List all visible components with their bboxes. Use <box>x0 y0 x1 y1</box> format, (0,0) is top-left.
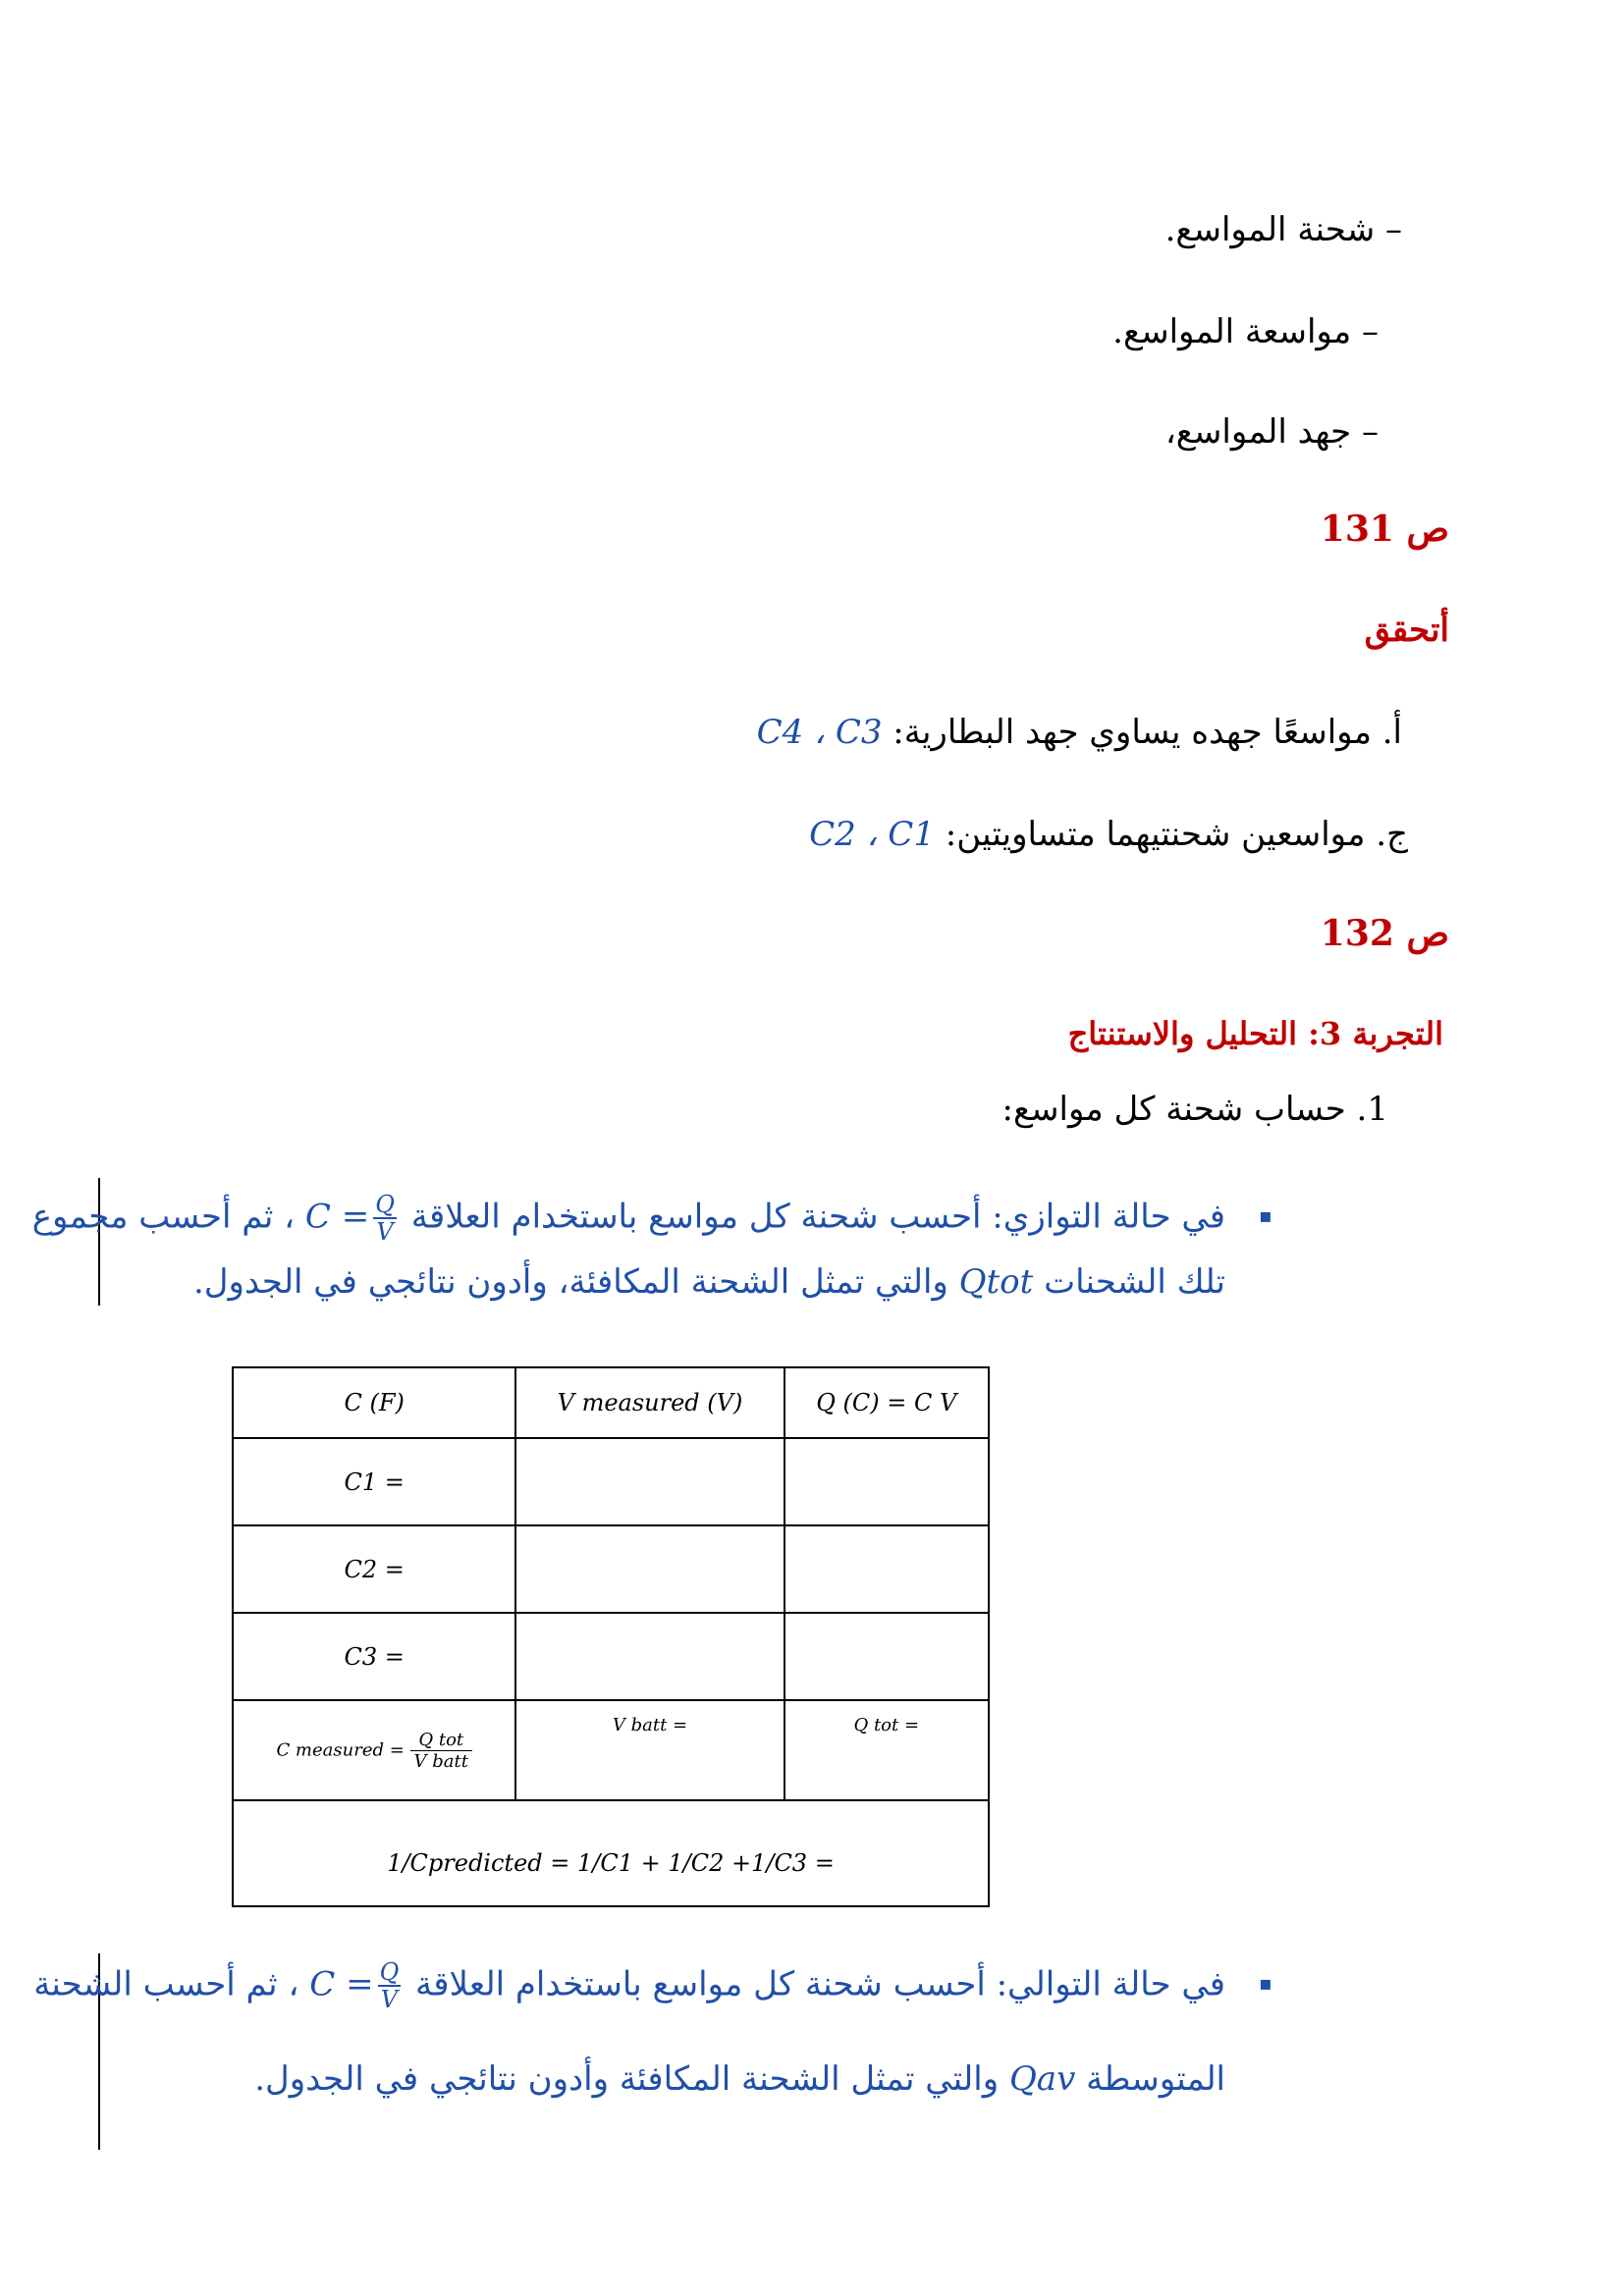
parallel-formula-den: V <box>376 1218 394 1247</box>
row-cmeasured <box>233 1700 515 1800</box>
answer-a <box>757 713 1402 753</box>
row-c3-charge[interactable] <box>785 1613 989 1700</box>
series-q-symbol: Qav <box>1008 2059 1076 2099</box>
answer-c-vars: C2 ، C1 <box>809 815 935 854</box>
bullet-voltage: – جهد المواسع، <box>1164 412 1379 452</box>
page-number-131: ص 131 <box>1320 508 1449 550</box>
parallel-line-1 <box>32 1192 1225 1246</box>
step-1: 1. حساب شحنة كل مواسع: <box>1001 1090 1388 1129</box>
check-heading: أتحقق <box>1364 611 1449 650</box>
parallel-text-4: والتي تمثل الشحنة المكافئة، وأدون نتائجي في الجدول. <box>192 1262 948 1302</box>
row-predicted: 1/Cpredicted = 1/C1 + 1/C2 +1/C3 = <box>233 1800 989 1906</box>
table-row <box>233 1525 989 1613</box>
bullet-charge: – شحنة المواسع. <box>1164 210 1402 249</box>
cmeasured-num: Q tot <box>410 1730 472 1751</box>
series-formula-den: V <box>380 1986 399 2014</box>
series-formula-fraction <box>378 1959 402 2013</box>
parallel-bullet: ▪ <box>1259 1203 1272 1227</box>
row-c1-voltage[interactable] <box>515 1438 784 1525</box>
row-c3-label: C3 = <box>233 1613 515 1700</box>
header-capacitance: C (F) <box>233 1367 515 1438</box>
row-c2-voltage[interactable] <box>515 1525 784 1613</box>
page-number-132: ص 132 <box>1320 913 1449 954</box>
cmeasured-fraction <box>410 1730 472 1772</box>
row-c1-charge[interactable] <box>785 1438 989 1525</box>
answer-a-text: أ. مواسعًا جهده يساوي جهد البطارية: <box>882 713 1402 752</box>
cmeasured-label: C measured = <box>276 1739 405 1760</box>
series-formula-lhs: C = <box>309 1964 374 2004</box>
row-c2-charge[interactable] <box>785 1525 989 1613</box>
answer-c <box>809 815 1408 855</box>
parallel-text-2: ، ثم أحسب مجموع <box>31 1197 296 1237</box>
header-voltage: V measured (V) <box>515 1367 784 1438</box>
row-c2-label: C2 = <box>233 1525 515 1613</box>
series-text-1: في حالة التوالي: أحسب شحنة كل مواسع باستخدام العلاقة <box>405 1964 1225 2004</box>
row-vbatt: V batt = <box>515 1700 784 1800</box>
table-row <box>233 1438 989 1525</box>
results-table <box>232 1366 990 1907</box>
row-qtot: Q tot = <box>785 1700 989 1800</box>
series-formula <box>309 1959 405 2013</box>
series-formula-num: Q <box>379 1958 400 1986</box>
row-c1-label: C1 = <box>233 1438 515 1525</box>
parallel-formula-fraction <box>373 1192 397 1246</box>
answer-a-vars: C4 ، C3 <box>756 713 883 752</box>
series-line-1 <box>33 1959 1225 2013</box>
parallel-formula <box>305 1192 401 1246</box>
parallel-text-3: تلك الشحنات <box>1033 1262 1225 1302</box>
header-charge: Q (C) = C V <box>785 1367 989 1438</box>
series-text-4: والتي تمثل الشحنة المكافئة وأدون نتائجي في الجدول. <box>254 2059 1000 2099</box>
row-c3-voltage[interactable] <box>515 1613 784 1700</box>
series-text-2: ، ثم أحسب الشحنة <box>33 1964 299 2004</box>
bullet-capacitance: – مواسعة المواسع. <box>1112 312 1379 351</box>
parallel-q-symbol: Qtot <box>958 1262 1034 1302</box>
cmeasured-den: V batt <box>413 1750 468 1772</box>
experiment-heading: التجربة 3: التحليل والاستنتاج <box>1067 1015 1443 1052</box>
series-bullet: ▪ <box>1259 1971 1272 1995</box>
answer-c-text: ج. مواسعين شحنتيهما متساويتين: <box>934 815 1408 854</box>
parallel-formula-num: Q <box>375 1191 395 1218</box>
table-row <box>233 1700 989 1800</box>
series-line-2 <box>254 2059 1225 2100</box>
parallel-line-2 <box>193 1262 1225 1303</box>
parallel-formula-lhs: C = <box>304 1197 370 1237</box>
series-text-3: المتوسطة <box>1075 2059 1225 2099</box>
table-header-row <box>233 1367 989 1438</box>
table-row <box>233 1613 989 1700</box>
parallel-text-1: في حالة التوازي: أحسب شحنة كل مواسع باستخدام العلاقة <box>400 1197 1225 1237</box>
table-row <box>233 1800 989 1906</box>
